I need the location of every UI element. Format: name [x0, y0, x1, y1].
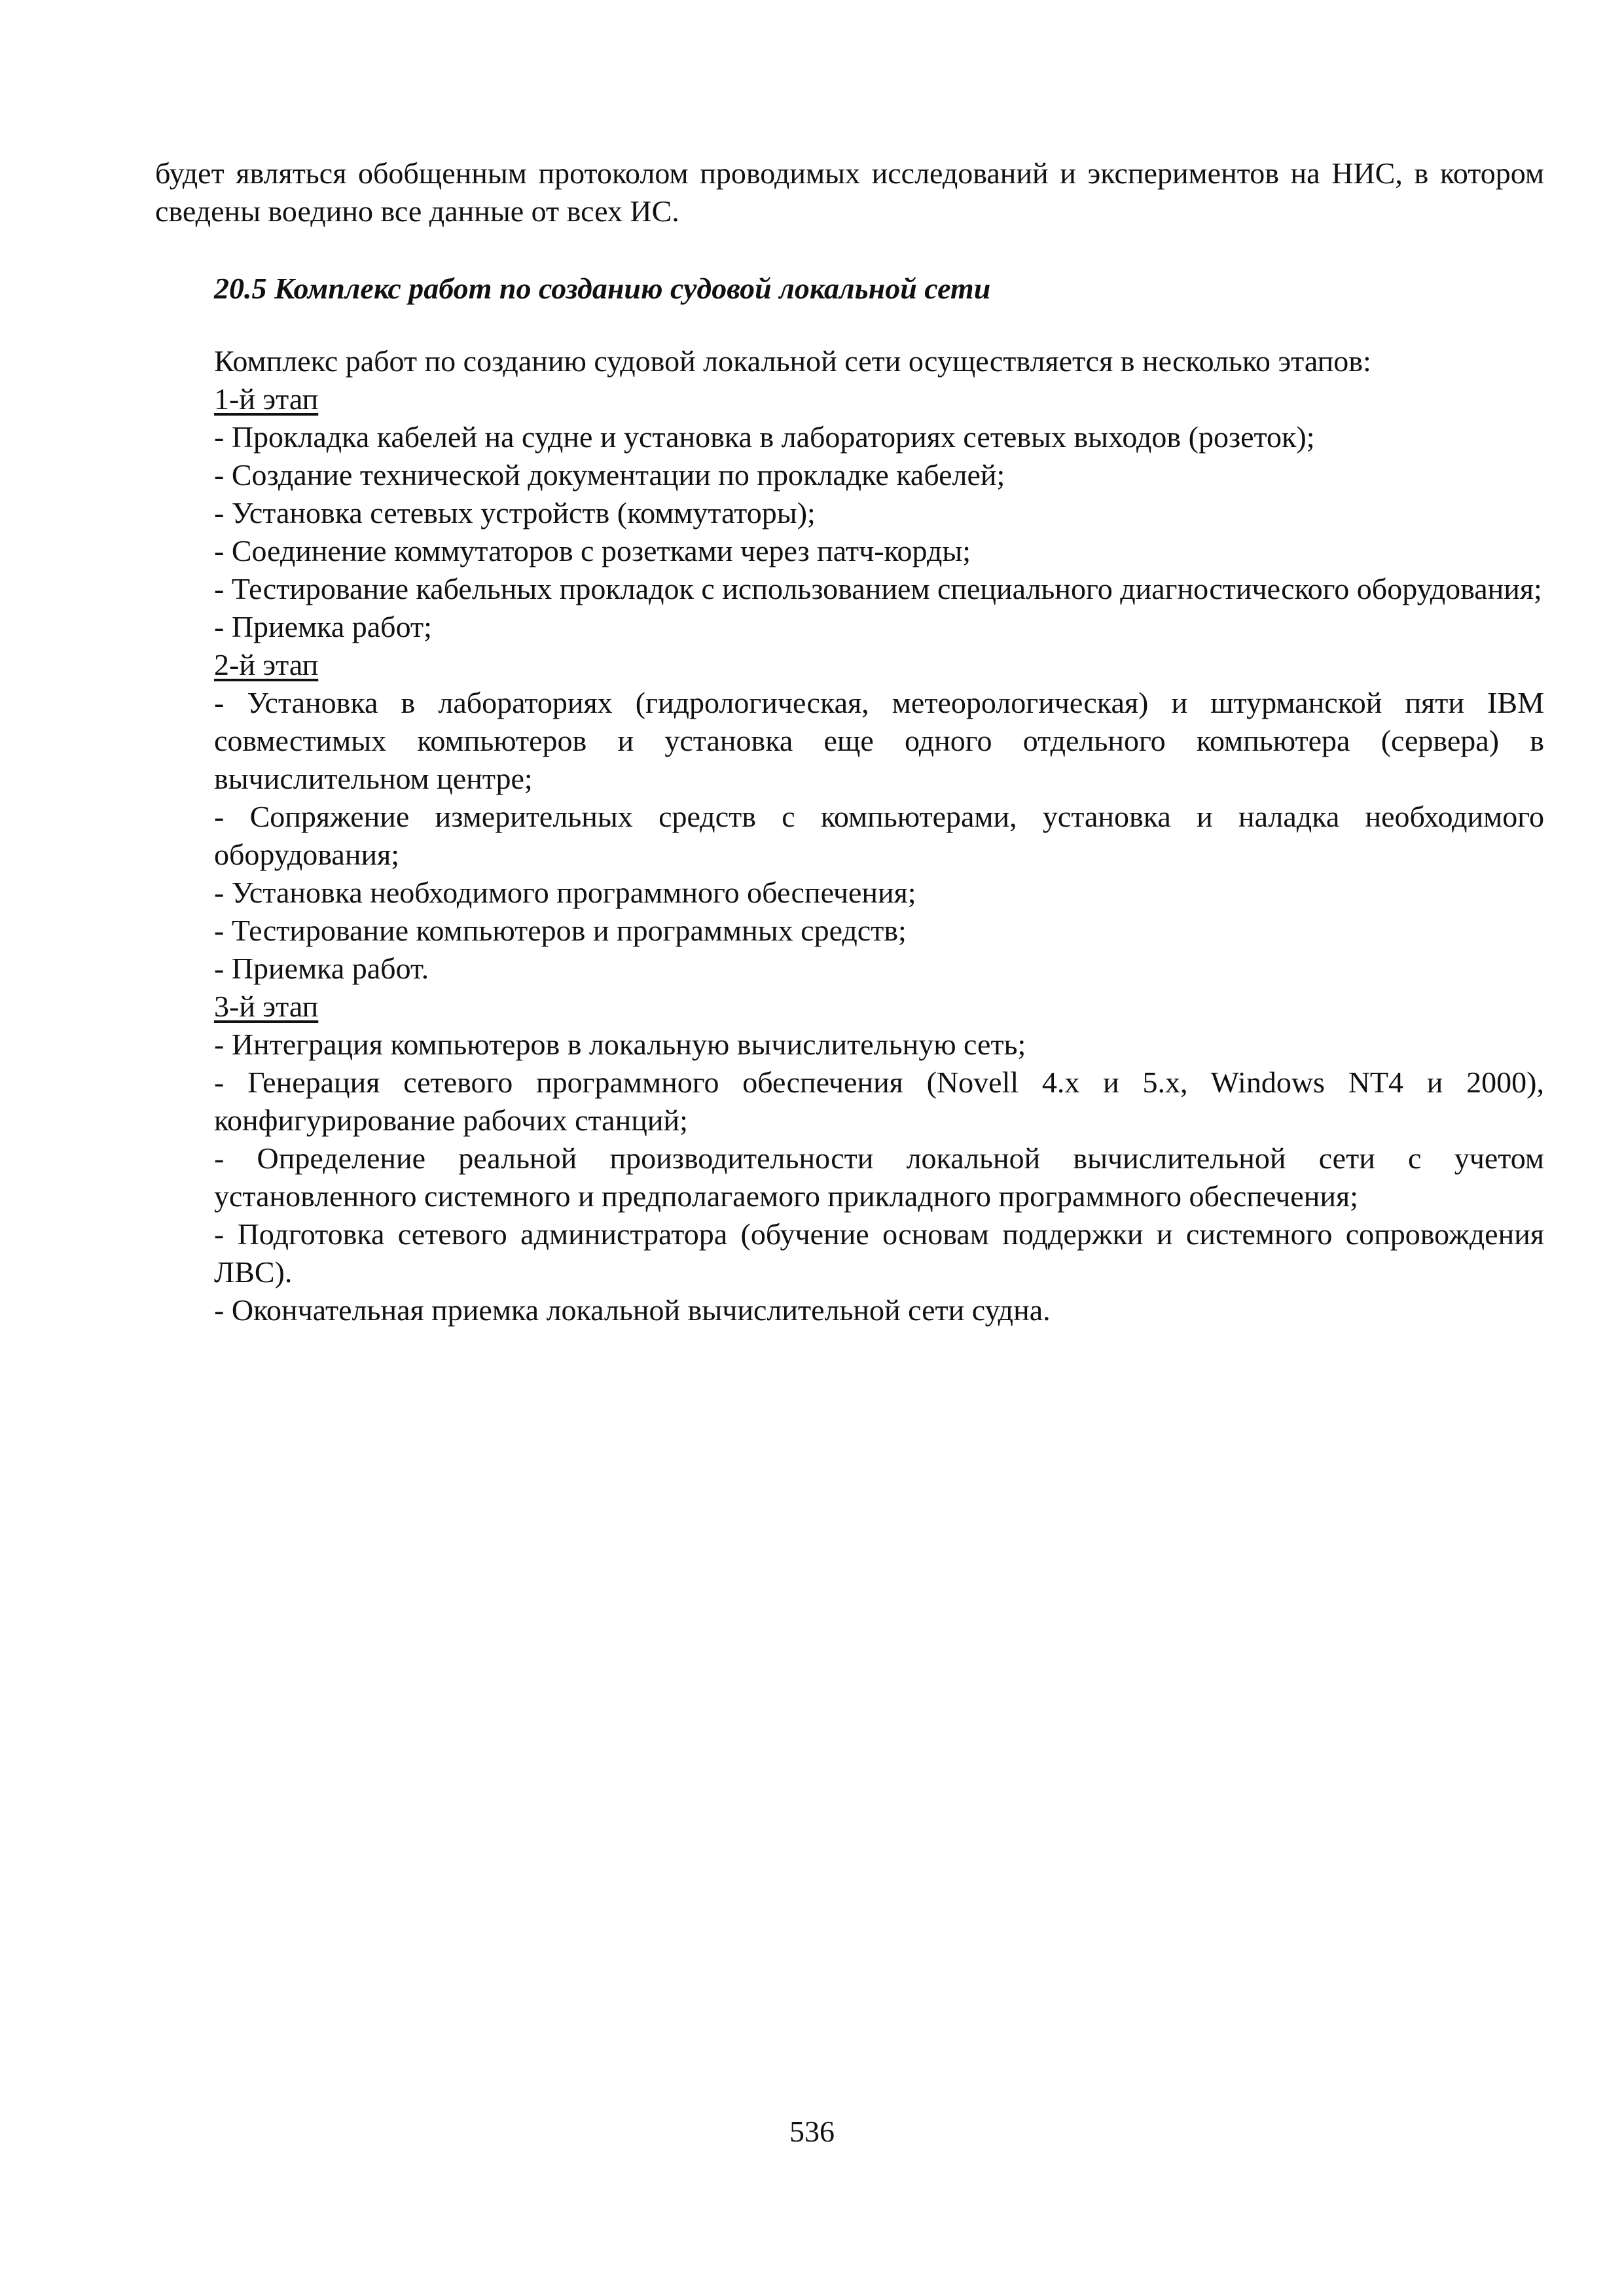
- section-heading: 20.5 Комплекс работ по созданию судовой локальной сети: [214, 272, 991, 305]
- page-number: 536: [789, 2115, 835, 2148]
- list-item: - Соединение коммутаторов с розетками через патч-корды;: [214, 534, 971, 567]
- list-item: - Установка сетевых устройств (коммутаторы);: [214, 496, 816, 529]
- list-item: - Установка необходимого программного обеспечения;: [214, 876, 916, 909]
- intro-paragraph: [155, 154, 1544, 230]
- list-item: - Подготовка сетевого администратора (обучение основам поддержки и системного сопровождения ЛВС).: [214, 1217, 1544, 1289]
- list-item: - Установка в лабораториях (гидрологическая, метеорологическая) и штурманской пяти IBM совместимых компьютеров и установка еще одного отдельного компьютера (сервера) в вычислительном центре;: [214, 686, 1544, 795]
- list-item: - Окончательная приемка локальной вычислительной сети судна.: [214, 1293, 1051, 1327]
- stage-title: 3-й этап: [214, 990, 319, 1023]
- stage-2: [214, 646, 1544, 988]
- list-item: - Определение реальной производительности локальной вычислительной сети с учетом установленного системного и предполагаемого прикладного программного обеспечения;: [214, 1141, 1544, 1213]
- stage-3: [214, 988, 1544, 1329]
- list-item: - Тестирование компьютеров и программных средств;: [214, 914, 907, 947]
- stage-1: [214, 380, 1544, 646]
- list-item: - Генерация сетевого программного обеспечения (Novell 4.x и 5.x, Windows NT4 и 2000), конфигурирование рабочих станций;: [214, 1066, 1544, 1137]
- list-item: - Интеграция компьютеров в локальную вычислительную сеть;: [214, 1028, 1026, 1061]
- list-item: - Приемка работ.: [214, 952, 429, 985]
- list-item: - Прокладка кабелей на судне и установка в лабораториях сетевых выходов (розеток);: [214, 420, 1315, 454]
- stage-title: 2-й этап: [214, 648, 319, 681]
- list-item: - Тестирование кабельных прокладок с использованием специального диагностического оборудования;: [214, 572, 1542, 605]
- list-item: - Создание технической документации по прокладке кабелей;: [214, 458, 1005, 492]
- stage-title: 1-й этап: [214, 382, 319, 416]
- list-item: - Приемка работ;: [214, 610, 432, 643]
- list-item: - Сопряжение измерительных средств с компьютерами, установка и наладка необходимого оборудования;: [214, 800, 1544, 871]
- intro-text: будет являться обобщенным протоколом проводимых исследований и экспериментов на НИС, в котором сведены воедино все данные от всех ИС.: [155, 156, 1544, 228]
- section-lead: Комплекс работ по созданию судовой локальной сети осуществляется в несколько этапов:: [214, 344, 1371, 378]
- section-body: [214, 342, 1544, 1329]
